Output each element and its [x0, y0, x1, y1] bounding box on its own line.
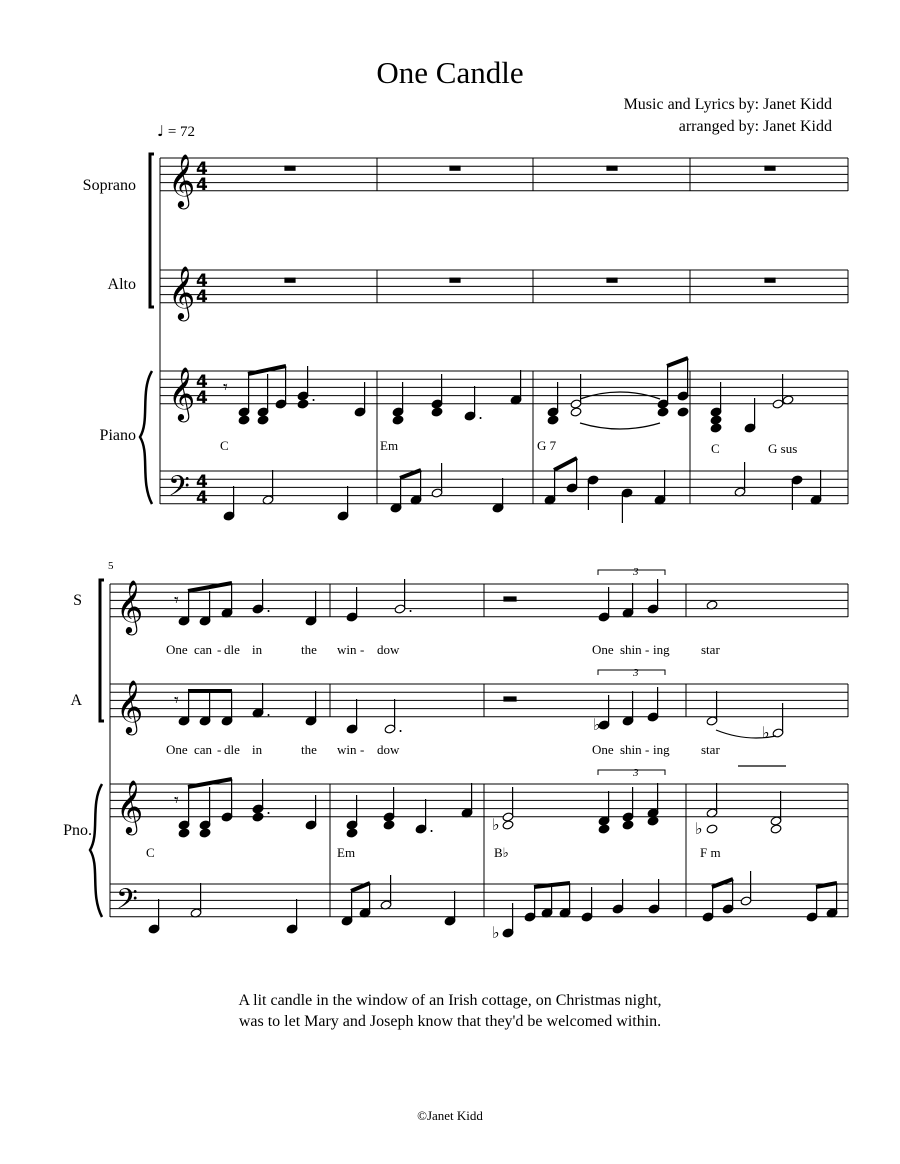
alto-lyric-hyphen: -	[360, 742, 365, 757]
eighth-rest-icon: 𝄾	[174, 590, 179, 611]
chord-symbol: C	[220, 438, 229, 453]
notehead	[770, 824, 782, 834]
tempo-value: = 72	[167, 124, 196, 140]
notehead	[502, 820, 514, 830]
soprano-lyric: shin	[620, 642, 642, 657]
whole-rest	[285, 278, 295, 282]
soprano-lyric: star	[701, 642, 720, 657]
notehead	[598, 824, 610, 834]
tie	[580, 423, 660, 429]
alto-lyric: star	[701, 742, 720, 757]
chord-symbol: G 7	[537, 438, 557, 453]
eighth-rest-icon: 𝄾	[223, 377, 228, 398]
treble-clef-icon: 𝄞	[168, 265, 196, 319]
quarter-note-icon: ♩	[157, 122, 165, 140]
notehead	[431, 407, 443, 417]
half-rest	[504, 697, 516, 701]
dot: .	[266, 597, 272, 616]
soprano-lyric: dow	[377, 642, 400, 657]
score-title: One Candle	[376, 55, 524, 90]
soprano-lyric: win	[337, 642, 357, 657]
alto-lyric: One	[592, 742, 614, 757]
credit-arranged: arranged by: Janet Kidd	[678, 118, 832, 135]
alto-lyric: shin	[620, 742, 642, 757]
notehead	[392, 415, 404, 425]
notehead	[657, 407, 669, 417]
alto-lyric: One	[166, 742, 188, 757]
instrument-pno: Pno.	[63, 822, 92, 839]
whole-rest	[450, 278, 460, 282]
beam	[188, 779, 232, 787]
treble-clef-icon: 𝄞	[116, 779, 144, 833]
notehead	[547, 415, 559, 425]
soprano-lyric: One	[166, 642, 188, 657]
whole-rest	[765, 278, 775, 282]
soprano-lyric: can	[194, 642, 213, 657]
time-signature: 4	[196, 287, 208, 307]
dot: .	[429, 817, 435, 836]
flat-icon: ♭	[695, 819, 703, 838]
notehead	[677, 407, 689, 417]
triplet-marker: 3	[633, 667, 639, 679]
measure-number: 5	[108, 560, 114, 572]
piano-brace	[140, 371, 152, 504]
dot: .	[311, 386, 317, 405]
chord-symbol: G sus	[768, 441, 798, 456]
flat-icon: ♭	[492, 815, 500, 834]
soprano-lyric: dle	[224, 642, 240, 657]
bass-clef-icon: 𝄢	[168, 470, 190, 510]
notehead	[383, 820, 395, 830]
time-signature: 4	[196, 271, 208, 291]
time-signature: 4	[196, 372, 208, 392]
notehead	[346, 828, 358, 838]
soprano-lyric: the	[301, 642, 317, 657]
flat-icon: ♭	[762, 723, 770, 742]
alto-lyric: ing	[653, 742, 670, 757]
whole-rest	[450, 166, 460, 170]
triplet-marker: 3	[633, 767, 639, 779]
chord-symbol: C	[711, 441, 720, 456]
choir-bracket	[100, 580, 104, 721]
time-signature: 4	[196, 175, 208, 195]
time-signature: 4	[196, 488, 208, 508]
notehead	[257, 415, 269, 425]
chord-symbol: C	[146, 845, 155, 860]
instrument-alto: Alto	[107, 276, 136, 293]
soprano-lyric: ing	[653, 642, 670, 657]
flat-icon: ♭	[593, 715, 601, 734]
notehead	[647, 816, 659, 826]
beam	[712, 879, 733, 887]
time-signature: 4	[196, 388, 208, 408]
chord-symbol: Em	[380, 438, 399, 453]
notehead	[622, 820, 634, 830]
instrument-soprano: Soprano	[82, 177, 136, 194]
notehead	[710, 423, 722, 433]
alto-lyric-hyphen: -	[217, 742, 222, 757]
treble-clef-icon: 𝄞	[168, 366, 196, 420]
soprano-lyric-hyphen: -	[360, 642, 365, 657]
beam	[248, 366, 286, 374]
whole-rest	[285, 166, 295, 170]
copyright: ©Janet Kidd	[417, 1108, 483, 1123]
notehead	[178, 828, 190, 838]
half-rest	[504, 597, 516, 601]
dot: .	[408, 597, 414, 616]
chord-symbol: F m	[700, 845, 721, 860]
triplet-bracket	[598, 670, 665, 675]
time-signature: 4	[196, 472, 208, 492]
notehead	[706, 824, 718, 834]
treble-clef-icon: 𝄞	[168, 153, 196, 207]
notehead	[570, 407, 582, 417]
soprano-lyric: in	[252, 642, 263, 657]
dot: .	[266, 799, 272, 818]
triplet-bracket	[598, 770, 665, 775]
dot: .	[398, 717, 404, 736]
choir-bracket	[150, 154, 154, 307]
notehead	[238, 415, 250, 425]
note-line: was to let Mary and Joseph know that they'd be welcomed within.	[238, 1013, 662, 1030]
whole-rest	[607, 278, 617, 282]
instrument-a: A	[70, 692, 82, 709]
whole-rest	[607, 166, 617, 170]
alto-lyric-hyphen: -	[645, 742, 650, 757]
alto-lyric: dle	[224, 742, 240, 757]
alto-lyric: dow	[377, 742, 400, 757]
beam	[667, 358, 688, 366]
eighth-rest-icon: 𝄾	[174, 790, 179, 811]
note-line: A lit candle in the window of an Irish cottage, on Christmas night,	[238, 992, 662, 1009]
beam	[554, 458, 577, 470]
eighth-rest-icon: 𝄾	[174, 690, 179, 711]
treble-clef-icon: 𝄞	[116, 679, 144, 733]
flat-icon: ♭	[492, 923, 500, 942]
alto-lyric: in	[252, 742, 263, 757]
credit-music-lyrics: Music and Lyrics by: Janet Kidd	[623, 96, 832, 113]
soprano-lyric-hyphen: -	[217, 642, 222, 657]
time-signature: 4	[196, 159, 208, 179]
clef-glyphs	[116, 153, 770, 942]
alto-lyric: can	[194, 742, 213, 757]
piano-brace	[90, 784, 102, 917]
treble-clef-icon: 𝄞	[116, 579, 144, 633]
triplet-marker: 3	[633, 566, 639, 578]
notehead	[252, 812, 264, 822]
notehead	[297, 399, 309, 409]
whole-rest	[765, 166, 775, 170]
chord-symbol: B♭	[494, 845, 509, 860]
instrument-piano: Piano	[99, 427, 136, 444]
dot: .	[266, 701, 272, 720]
notehead	[710, 415, 722, 425]
notehead	[199, 828, 211, 838]
dot: .	[478, 404, 484, 423]
chord-symbol: Em	[337, 845, 356, 860]
soprano-lyric: One	[592, 642, 614, 657]
soprano-lyric-hyphen: -	[645, 642, 650, 657]
bass-clef-icon: 𝄢	[116, 883, 138, 923]
instrument-s: S	[73, 592, 82, 609]
alto-lyric: the	[301, 742, 317, 757]
triplet-bracket	[598, 570, 665, 575]
alto-lyric: win	[337, 742, 357, 757]
